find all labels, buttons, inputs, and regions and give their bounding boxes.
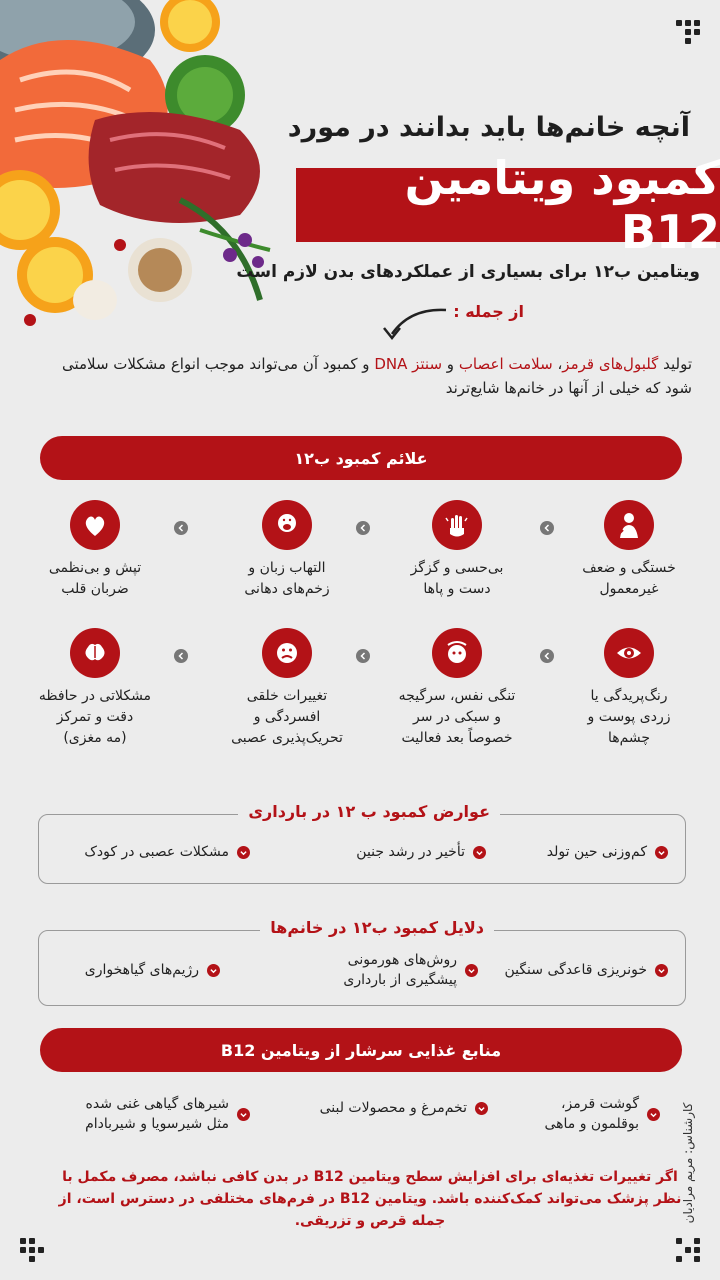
source-item: تخم‌مرغ و محصولات لبنی bbox=[320, 1098, 488, 1118]
highlight-red-cells: گلبول‌های قرمز bbox=[562, 355, 659, 373]
causes-heading: دلایل کمبود ب۱۲ در خانم‌ها bbox=[260, 918, 494, 937]
chevron-left-icon bbox=[540, 649, 554, 663]
source-item: شیرهای گیاهی غنی شده مثل شیرسویا و شیربادام bbox=[85, 1094, 250, 1134]
including-label: از جمله : bbox=[453, 302, 524, 321]
highlight-nerves: سلامت اعصاب bbox=[458, 355, 553, 373]
mood-icon bbox=[262, 628, 312, 678]
chevron-left-icon bbox=[540, 521, 554, 535]
curved-arrow-icon bbox=[380, 304, 450, 344]
symptom-fatigue: خستگی و ضعف غیرمعمول bbox=[554, 500, 704, 600]
dizzy-head-icon bbox=[432, 628, 482, 678]
numb-hand-icon bbox=[432, 500, 482, 550]
pregnancy-heading: عوارض کمبود ب ۱۲ در بارداری bbox=[238, 802, 500, 821]
chevron-left-icon bbox=[174, 649, 188, 663]
sources-heading: منابع غذایی سرشار از ویتامین B12 bbox=[40, 1028, 682, 1072]
cause-item: روش‌های هورمونی پیشگیری از بارداری bbox=[343, 950, 478, 990]
expert-credit: کارشناس: مریم مرادیان bbox=[681, 1102, 695, 1224]
corner-ornament-bottom-left bbox=[20, 1238, 44, 1262]
symptom-heart: تپش و بی‌نظمی ضربان قلب bbox=[20, 500, 170, 600]
chevron-down-icon bbox=[465, 964, 478, 977]
chevron-down-icon bbox=[473, 846, 486, 859]
headline: آنچه خانم‌ها باید بدانند در مورد bbox=[287, 112, 690, 143]
symptom-mouth: التهاب زبان و زخم‌های دهانی bbox=[212, 500, 362, 600]
highlight-dna: سنتز DNA bbox=[374, 355, 443, 373]
chevron-down-icon bbox=[237, 846, 250, 859]
symptom-pale-skin: رنگ‌پریدگی یا زردی پوست و چشم‌ها bbox=[554, 628, 704, 749]
symptom-memory: مشکلاتی در حافظه دقت و تمرکز (مه مغزی) bbox=[20, 628, 170, 749]
pregnancy-item: کم‌وزنی حین تولد bbox=[547, 842, 668, 862]
chevron-down-icon bbox=[237, 1108, 250, 1121]
eye-icon bbox=[604, 628, 654, 678]
chevron-down-icon bbox=[647, 1108, 660, 1121]
chevron-left-icon bbox=[356, 649, 370, 663]
food-illustration bbox=[0, 0, 290, 340]
cause-item: خونریزی قاعدگی سنگین bbox=[504, 960, 668, 980]
title-banner bbox=[296, 151, 720, 259]
corner-ornament-bottom-right bbox=[676, 1238, 700, 1262]
fatigue-icon bbox=[604, 500, 654, 550]
footer-note: اگر تغییرات تغذیه‌ای برای افزایش سطح ویتامین B12 در بدن کافی نباشد، مصرف مکمل با نظر پزشک می‌تواند کمک‌کننده باشد. ویتامین B12 در فرم‌های مختلفی در دسترس است، از جمله قرص و تزریقی. bbox=[58, 1169, 682, 1229]
symptom-mood: تغییرات خلقی افسردگی و تحریک‌پذیری عصبی bbox=[212, 628, 362, 749]
chevron-down-icon bbox=[655, 846, 668, 859]
heart-icon bbox=[70, 500, 120, 550]
subtitle: ویتامین ب۱۲ برای بسیاری از عملکردهای بدن لازم است bbox=[236, 262, 700, 282]
mouth-icon bbox=[262, 500, 312, 550]
symptom-numbness: بی‌حسی و گزگز دست و پاها bbox=[382, 500, 532, 600]
brain-icon bbox=[70, 628, 120, 678]
chevron-down-icon bbox=[655, 964, 668, 977]
pregnancy-item: مشکلات عصبی در کودک bbox=[84, 842, 250, 862]
pregnancy-item: تأخیر در رشد جنین bbox=[356, 842, 486, 862]
cause-item: رژیم‌های گیاهخواری bbox=[85, 960, 220, 980]
chevron-down-icon bbox=[475, 1102, 488, 1115]
intro-paragraph: تولید گلبول‌های قرمز، سلامت اعصاب و سنتز DNA و کمبود آن می‌تواند موجب انواع مشکلات سلامتی شود که خیلی از آنها در خانم‌ها شایع‌ترند bbox=[61, 355, 692, 397]
corner-ornament-top-right bbox=[676, 20, 700, 44]
symptom-dizziness: تنگی نفس، سرگیجه و سبکی در سر خصوصاً بعد فعالیت bbox=[382, 628, 532, 749]
page-title: کمبود ویتامین B12 bbox=[404, 151, 720, 259]
symptoms-heading: علائم کمبود ب۱۲ bbox=[40, 436, 682, 480]
chevron-down-icon bbox=[207, 964, 220, 977]
chevron-left-icon bbox=[174, 521, 188, 535]
chevron-left-icon bbox=[356, 521, 370, 535]
source-item: گوشت قرمز، بوقلمون و ماهی bbox=[544, 1094, 660, 1134]
